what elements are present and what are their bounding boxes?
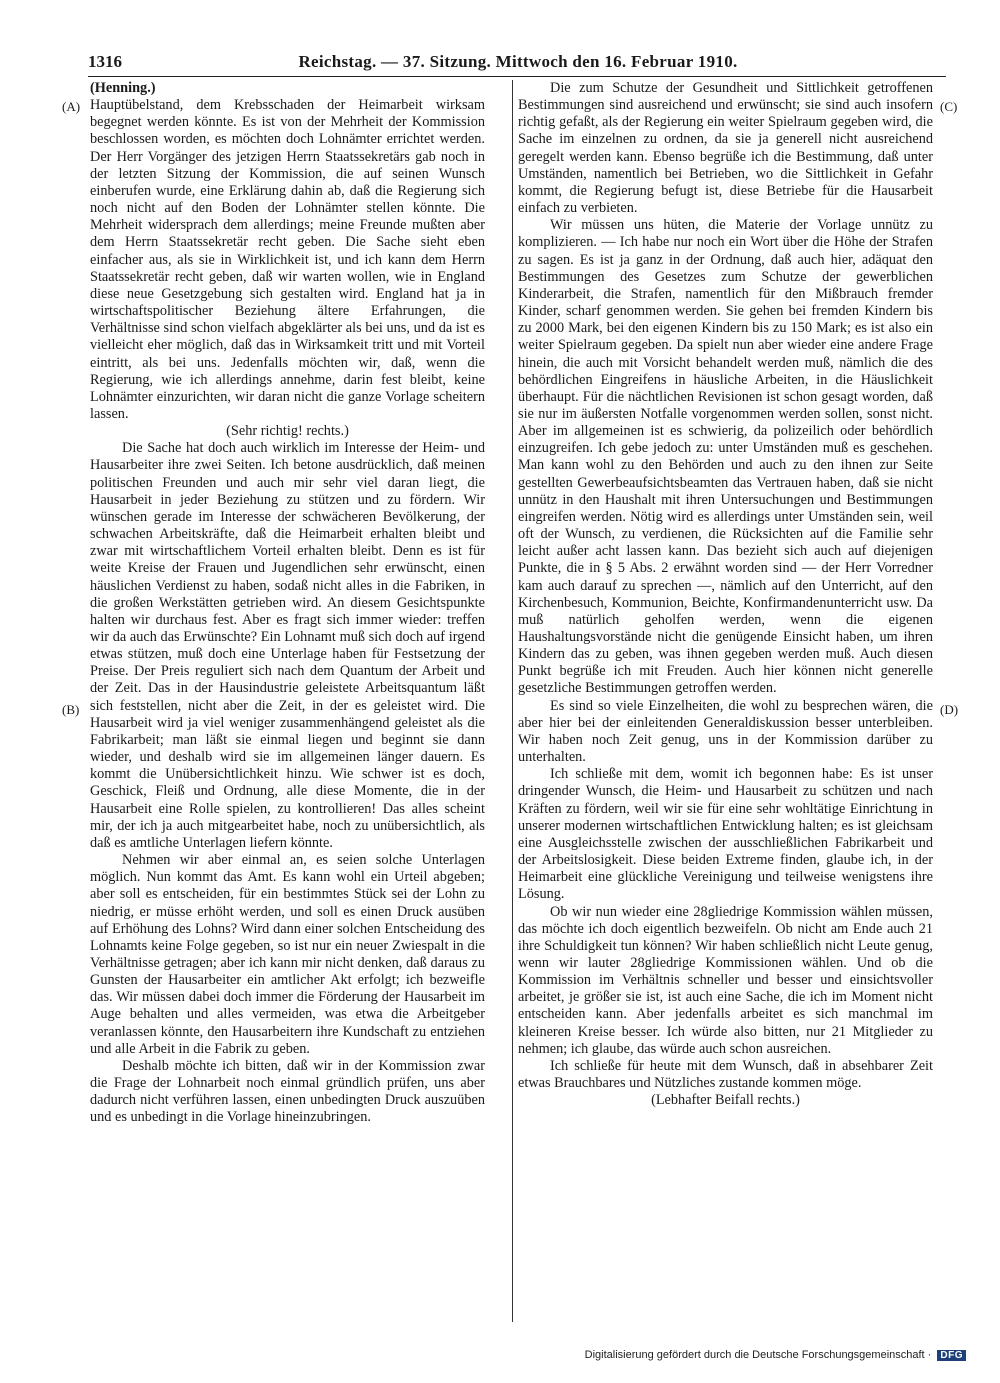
paragraph: Ob wir nun wieder eine 28gliedrige Kommission wählen müssen, das möchte ich doch eigentlich bezweifeln. Ob nicht am Ende auch 21 ihre Schuldigkeit tun können? Wir haben schließlich nicht Leute genug, wenn wir lauter 28gliedrige Kommissionen wählen. Und ob die Kommission im Verhältnis schneller und besser und einsichtsvoller arbeitet, je größer sie ist, ist auch eine Sache, die ich im Moment nicht entscheiden kann. Aber jedenfalls arbeitet es sich manchmal im kleineren Kreise besser. Ich würde also bitten, nur 21 Mitglieder zu nehmen; ich glaube, das würde auch schon ausreichen. <box>518 903 933 1057</box>
paragraph: Nehmen wir aber einmal an, es seien solche Unterlagen möglich. Nun kommt das Amt. Es kann wohl ein Urteil abgeben; aber soll es entscheiden, für ein bestimmtes Stück sei der Lohn zu niedrig, er müsse erhöht werden, und soll es einen Druck ausüben auf Erhöhung des Lohns? Wird dann einer solchen Entscheidung des Lohnamts keine Folge gegeben, so ist nur ein neuer Zwiespalt in die Verhältnisse getragen; aber ich kann mir nicht denken, daß daraus zu Gunsten der Hausarbeiter ein amtlicher Akt erfolgt; ich bezweifle das. Wir müssen dabei doch immer die Förderung der Hausarbeit im Auge behalten und alles vermeiden, was etwa die Arbeitgeber veranlassen könnte, den Hausarbeitern ihre Kundschaft zu entziehen und alle Arbeit in die Fabrik zu geben. <box>90 852 485 1057</box>
paragraph: Ich schließe mit dem, womit ich begonnen habe: Es ist unser dringender Wunsch, die Heim- und Hausarbeit zu schützen und nach Kräften zu fördern, weil wir sie für eine sehr wohltätige Einrichtung in unserer modernen wirtschaftlichen Entwicklung halten; es ist gleichsam eine Ausgleichsstelle zwischen der ausschließlichen Fabrikarbeit und der Arbeitslosigkeit. Diese beiden Extreme finden, glaube ich, in der Heimarbeit eine glückliche Vereinigung und teilweise wenigstens ihre Lösung. <box>518 766 933 903</box>
paragraph: Wir müssen uns hüten, die Materie der Vorlage unnütz zu komplizieren. — Ich habe nur noch ein Wort über die Höhe der Strafen zu sagen. Es ist ja ganz in der Ordnung, daß auch hier, adäquat den Bestimmungen des Gesetzes zum Schutze der gewerblichen Kinderarbeit, die Strafen, namentlich für den Mißbrauch fremder Kinder, scharf genommen werden. Sie gehen bei fremden Kindern bis zu 2000 Mark, bei den eigenen Kindern bis zu 150 Mark; es ist also ein weiter Spielraum gegeben. Da spielt nun aber wieder eine andere Frage hinein, die auch mit Vorsicht behandelt werden muß, nämlich die des behördlichen Eingreifens in häusliche Arbeiten, in die Häuslichkeit überhaupt. Für die nächtlichen Revisionen ist schon gesagt worden, daß sie nur im äußersten Notfalle vorgenommen werden sollen, sonst nicht. Aber im allgemeinen ist es schwierig, da polizeilich oder behördlich einzugreifen. Ich gebe jedoch zu: unter Umständen muß es geschehen. Man kann wohl zu den Behörden und auch zu den ihnen zur Seite gestellten Gewerbeaufsichtsbeamten das Vertrauen haben, daß sie nicht unnütz in den Haushalt mit ihren Untersuchungen und Bestimmungen eingreifen werden. Nötig wird es allerdings unter Umständen sein, weil oft der Wunsch, zu verdienen, die Rücksichten auf die Familie sehr leicht außer acht lassen kann. Das bezieht sich auch auf diejenigen Punkte, die in § 5 Abs. 2 erwähnt worden sind — der Herr Vorredner kam auch darauf zu sprechen —, nämlich auf den Unterricht, auf den Kirchenbesuch, Kommunion, Beichte, Konfirmandenunterricht usw. Da muß natürlich geholfen werden, wenn die eigenen Haushaltungsvorstände nicht die genügende Einsicht haben, um ihren Kindern das zu geben, was ihnen gegeben werden muß. Auch diesen Punkt begrüße ich mit Freuden. Auch hier können nicht generelle gesetzliche Bestimmungen getroffen werden. <box>518 217 933 697</box>
margin-mark-c: (C) <box>940 99 958 114</box>
speaker-name: (Henning.) <box>90 80 156 96</box>
paragraph: Hauptübelstand, dem Krebsschaden der Heimarbeit wirksam begegnet werden könnte. Es ist von der Mehrheit der Kommission beschlossen worden, es möchten doch Lohnämter errichtet werden. Der Herr Vorgänger des jetzigen Herrn Staatssekretärs gab noch in der letzten Sitzung der Kommission, die auf seinen Wunsch einberufen wurde, eine Erklärung dahin ab, daß die Regierung sich noch nicht auf den Boden der Lohnämter stellen könnte. Die Mehrheit widersprach dem allerdings; meine Freunde mußten aber dem Herrn Staatssekretär recht geben. Die Sache sieht eben einfacher aus, als sie in Wirklichkeit ist, und ich kann dem Herrn Staatssekretär recht geben, daß wir warten wollen, wie in England diese neue Gesetzgebung sich gestalten wird. England hat ja in wirtschaftspolitischer Beziehung ältere Erfahrungen, die Verhältnisse sind schon vielfach abgeklärter als bei uns, und da ist es vielleicht eher möglich, daß das in Wirksamkeit tritt und mit Vorteil eintritt, als bei uns. Jedenfalls möchten wir, daß, wenn die Regierung, wie ich allerdings annehme, darin fest bleibt, keine Lohnämter einzurichten, wir daran nicht die ganze Vorlage scheitern lassen. <box>90 97 485 422</box>
margin-mark-a: (A) <box>62 99 81 114</box>
margin-mark-b: (B) <box>62 702 80 717</box>
paragraph: Die zum Schutze der Gesundheit und Sittlichkeit getroffenen Bestimmungen sind ausreichend und erwünscht; sie sind auch insofern richtig gefaßt, als der Regierung ein weiter Spielraum gegeben wird, die Sache im einzelnen zu ordnen, da sie ja generell nicht ausreichend geregelt werden kann. Ebenso begrüße ich die Bestimmung, daß unter Umständen, namentlich bei Betrieben, wo die Sittlichkeit in Gefahr kommt, die Regierung befugt ist, diese Betriebe für die Hausarbeit einfach zu verbieten. <box>518 80 933 217</box>
right-column <box>518 80 933 1109</box>
interjection: (Lebhafter Beifall rechts.) <box>651 1092 800 1109</box>
margin-mark-d: (D) <box>940 702 959 717</box>
paragraph: Deshalb möchte ich bitten, daß wir in der Kommission zwar die Frage der Lohnarbeit noch einmal gründlich prüfen, uns aber dadurch nicht verführen lassen, einen unbedingten Druck auszuüben und es unbedingt in die Vorlage hineinzubringen. <box>90 1057 485 1126</box>
paragraph: Die Sache hat doch auch wirklich im Interesse der Heim- und Hausarbeiter ihre zwei Seiten. Ich betone ausdrücklich, daß meinen politischen Freunden und auch mir sehr viel daran liegt, die Hausarbeit in jeder Beziehung zu stützen und zu fördern. Wir wünschen gerade im Interesse der schwächeren Bevölkerung, der schwachen Arbeitskräfte, daß die Heimarbeit erhalten bleibt und zwar mit wirtschaftlichem Vorteil erhalten bleibt. Denn es ist für weite Kreise der Frauen und Jugendlichen sehr erwünscht, einen häuslichen Verdienst zu haben, sodaß nicht alles in die Fabriken, in die großen Werkstätten getrieben wird. An diesem Gesichtspunkte halten wir durchaus fest. Aber es fragt sich immer wieder: treffen wir da auch das Erwünschte? Ein Lohnamt muß sich doch auf irgend etwas stützen, muß doch eine Unterlage haben für Festsetzung der Preise. Der Preis reguliert sich nach dem Quantum der Arbeit und der Zeit. Das in der Hausindustrie geleistete Arbeitsquantum läßt sich feststellen, nicht aber die Zeit, in der es geleistet wird. Die Hausarbeit wird ja viel weniger zusammenhängend geleistet als die Fabrikarbeit; man läßt sie einmal liegen und beginnt sie dann wieder, und deshalb wird sie im allgemeinen länger dauern. Es kommt die Unübersichtlichkeit hinzu. Wie schwer ist es doch, Geschick, Fleiß und Ordnung, alle diese Momente, die in der Hausarbeit eine Rolle spielen, zu kontrollieren! Das alles scheint mir, der ich ja auch mitgearbeitet habe, noch zu unübersichtlich, als daß es amtliche Unterlagen liefern könnte. <box>90 440 485 851</box>
column-divider <box>512 80 513 1322</box>
running-head: Reichstag. — 37. Sitzung. Mittwoch den 16. Februar 1910. <box>298 52 738 71</box>
interjection: (Sehr richtig! rechts.) <box>226 423 349 440</box>
paragraph: Ich schließe für heute mit dem Wunsch, daß in absehbarer Zeit etwas Brauchbares und Nützliches zustande kommen möge. <box>518 1057 933 1092</box>
paragraph: Es sind so viele Einzelheiten, die wohl zu besprechen wären, die aber hier bei der einleitenden Generaldiskussion besser unterbleiben. Wir haben noch Zeit genug, uns in der Kommission darüber zu unterhalten. <box>518 697 933 766</box>
page-number: 1316 <box>88 52 122 71</box>
digitization-credit <box>585 1349 966 1361</box>
dfg-logo: DFG <box>937 1350 966 1361</box>
header-rule <box>88 76 946 77</box>
credit-text: Digitalisierung gefördert durch die Deutsche Forschungsgemeinschaft · <box>584 1349 932 1361</box>
left-column <box>90 80 485 1127</box>
page-header <box>88 52 948 74</box>
